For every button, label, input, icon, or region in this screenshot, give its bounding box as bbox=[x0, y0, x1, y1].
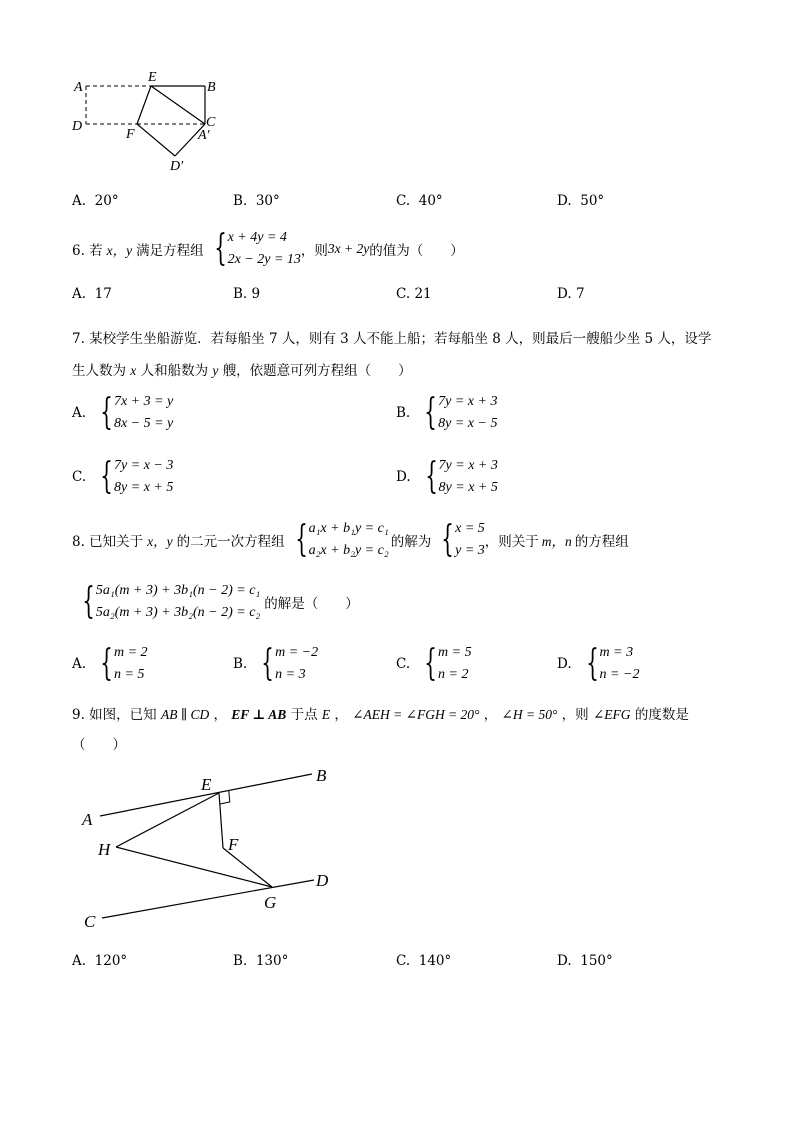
q9-text-a: 9. 如图，已知 bbox=[72, 707, 157, 723]
brace-icon: { bbox=[82, 581, 95, 622]
q8-mid: 的二元一次方程组 bbox=[176, 534, 285, 550]
brace-icon: { bbox=[585, 643, 599, 684]
q8-sys2: 5a₂(m + 3) + 3b₂(n − 2) = c₂ bbox=[95, 605, 261, 620]
option-letter: A. bbox=[72, 193, 87, 209]
q9-option-b[interactable] bbox=[233, 953, 288, 969]
fig2-label-c: C bbox=[84, 912, 96, 931]
brace-icon: { bbox=[424, 392, 438, 433]
brace-icon: { bbox=[424, 456, 438, 497]
q9-option-c[interactable] bbox=[396, 953, 451, 969]
q8-option-c[interactable] bbox=[396, 641, 472, 687]
fig2-label-a: A bbox=[82, 810, 93, 829]
q7-option-c[interactable] bbox=[72, 454, 173, 500]
q8-solution bbox=[455, 518, 485, 562]
q5-option-b[interactable] bbox=[233, 193, 280, 209]
q7-line2-b: 人和船数为 bbox=[140, 363, 209, 379]
fig2-label-e: E bbox=[201, 775, 212, 794]
fig2-label-g: G bbox=[264, 893, 277, 912]
option-letter: D. bbox=[557, 953, 572, 969]
option-letter: B. bbox=[233, 193, 248, 209]
q8-eq1: a₁x + b₁y = c₁ bbox=[308, 521, 389, 536]
q6-option-b[interactable] bbox=[233, 286, 260, 302]
option-text: 17 bbox=[94, 286, 112, 302]
q5-option-a[interactable] bbox=[72, 193, 119, 209]
option-letter: C. bbox=[396, 953, 411, 969]
q7-option-b[interactable] bbox=[396, 390, 497, 436]
brace-icon: { bbox=[261, 643, 275, 684]
q6-vars: x，y bbox=[106, 243, 133, 258]
q6-option-a[interactable] bbox=[72, 286, 112, 302]
q6-option-d[interactable] bbox=[557, 286, 585, 302]
fig1-label-c: C bbox=[206, 115, 216, 130]
option-letter: C. bbox=[72, 469, 87, 485]
q7-line2-a: 生人数为 bbox=[72, 363, 126, 379]
fig2-label-b: B bbox=[316, 766, 327, 785]
option-text: 7 bbox=[575, 286, 585, 302]
option-system bbox=[114, 391, 173, 435]
option-eq1: 7y = x − 3 bbox=[114, 458, 174, 473]
fig1-label-b: B bbox=[207, 80, 216, 95]
option-eq1: 7y = x + 3 bbox=[438, 458, 498, 473]
option-eq2: n = −2 bbox=[599, 667, 640, 682]
fig2-label-f: F bbox=[228, 835, 239, 854]
option-text: 50° bbox=[580, 193, 605, 209]
q6-option-c[interactable] bbox=[396, 286, 432, 302]
q7-line2-c: 艘，依题意可列方程组（ ） bbox=[222, 363, 412, 379]
q9-text-k: ，则 bbox=[561, 707, 589, 723]
option-letter: B. bbox=[233, 286, 248, 302]
q8-new-system bbox=[96, 580, 260, 624]
option-text: 130° bbox=[255, 953, 289, 969]
q8-sol2: y = 3 bbox=[455, 543, 485, 558]
q8-sys1: 5a₁(m + 3) + 3b₁(n − 2) = c₁ bbox=[95, 583, 261, 598]
q7-option-a[interactable] bbox=[72, 390, 173, 436]
q9-angle-efg: ∠EFG bbox=[592, 707, 631, 722]
option-letter: A. bbox=[72, 953, 87, 969]
option-eq1: 7x + 3 = y bbox=[113, 394, 174, 409]
q7-option-d[interactable] bbox=[396, 454, 498, 500]
q9-text-e: 于点 bbox=[290, 707, 318, 723]
option-eq1: m = 2 bbox=[113, 645, 148, 660]
option-text: 120° bbox=[94, 953, 128, 969]
option-eq1: m = 3 bbox=[599, 645, 634, 660]
q7-line2 bbox=[72, 359, 412, 379]
q8-eq2: a₂x + b₂y = c₂ bbox=[308, 543, 389, 558]
option-text: 150° bbox=[580, 953, 613, 969]
fig1-label-a: A bbox=[74, 80, 83, 95]
q6-eq1: x + 4y = 4 bbox=[227, 230, 287, 245]
fig1-label-d-prime: D′ bbox=[170, 159, 184, 174]
brace-icon: { bbox=[100, 643, 113, 684]
q9-text-m: 的度数是 bbox=[634, 707, 689, 723]
q8-option-d[interactable] bbox=[557, 641, 639, 687]
q6-eq2: 2x − 2y = 13 bbox=[227, 252, 301, 267]
q8-system bbox=[309, 518, 389, 562]
q9-line2: （ ） bbox=[72, 737, 126, 753]
option-eq2: n = 3 bbox=[275, 667, 306, 682]
fig2-label-d: D bbox=[316, 871, 329, 890]
q8-sol1: x = 5 bbox=[455, 521, 485, 536]
fig1-label-a-prime: A′ bbox=[198, 128, 210, 143]
brace-icon: { bbox=[100, 456, 114, 497]
q8-mid2: 的解为 bbox=[390, 534, 432, 550]
q7-var-x: x bbox=[130, 363, 137, 378]
option-letter: A. bbox=[72, 656, 87, 672]
q6-suffix-b: 的值为（ ） bbox=[369, 243, 464, 259]
q8-vars: x，y bbox=[147, 534, 173, 549]
fig1-label-d: D bbox=[72, 119, 83, 134]
q9-point-e: E bbox=[321, 707, 331, 722]
q9-text-i: ， bbox=[483, 707, 498, 723]
option-text: 21 bbox=[414, 286, 432, 302]
q9-option-d[interactable] bbox=[557, 953, 613, 969]
q9-angle-h: ∠H = 50° bbox=[501, 707, 558, 722]
option-eq2: 8x − 5 = y bbox=[113, 416, 174, 431]
option-letter: C. bbox=[396, 656, 411, 672]
option-system bbox=[438, 642, 472, 686]
fig1-label-e: E bbox=[148, 70, 157, 85]
option-letter: B. bbox=[396, 405, 411, 421]
q6-system bbox=[228, 227, 301, 271]
q6-suffix-a: ，则 bbox=[300, 243, 328, 259]
option-eq2: 8y = x − 5 bbox=[438, 416, 498, 431]
option-letter: D. bbox=[557, 193, 572, 209]
figure-folded-rectangle bbox=[60, 66, 240, 178]
q9-angle-eq: ∠AEH = ∠FGH = 20° bbox=[352, 707, 480, 722]
option-text: 40° bbox=[418, 193, 443, 209]
option-system bbox=[600, 642, 640, 686]
option-system bbox=[114, 642, 148, 686]
option-eq2: n = 2 bbox=[438, 667, 469, 682]
option-letter: C. bbox=[396, 286, 411, 302]
option-letter: A. bbox=[72, 286, 87, 302]
option-eq2: 8y = x + 5 bbox=[438, 480, 498, 495]
q9-line1 bbox=[72, 703, 689, 723]
brace-icon: { bbox=[294, 519, 308, 560]
q8-vars2: m，n bbox=[541, 534, 572, 549]
q8-mid3: ，则关于 bbox=[484, 534, 539, 550]
q7-line1: 7. 某校学生坐船游览．若每船坐 7 人，则有 3 人不能上船；若每船坐 8 人，则最后一艘船少坐 5 人，设学 bbox=[72, 331, 712, 347]
option-system bbox=[438, 391, 497, 435]
q6-stem bbox=[72, 226, 464, 272]
q9-perpendicular: EF ⊥ AB bbox=[231, 707, 287, 722]
option-system bbox=[275, 642, 318, 686]
q8-prefix: 8. 已知关于 bbox=[72, 534, 144, 550]
option-letter: D. bbox=[557, 286, 572, 302]
q5-option-d[interactable] bbox=[557, 193, 604, 209]
q9-text-g: ， bbox=[334, 707, 348, 723]
fig2-label-h: H bbox=[98, 840, 111, 859]
option-system bbox=[114, 455, 173, 499]
q8-sys-suffix: 的解是（ ） bbox=[264, 596, 359, 612]
option-eq2: 8y = x + 5 bbox=[114, 480, 174, 495]
option-eq1: m = 5 bbox=[438, 645, 472, 660]
q9-parallel: AB ∥ CD bbox=[160, 707, 210, 722]
q9-option-a[interactable] bbox=[72, 953, 127, 969]
option-eq1: m = −2 bbox=[275, 645, 319, 660]
q5-option-c[interactable] bbox=[396, 193, 443, 209]
q9-text-c: ， bbox=[213, 707, 227, 723]
brace-icon: { bbox=[441, 519, 455, 560]
q7-var-y: y bbox=[212, 363, 219, 378]
option-text: 9 bbox=[251, 286, 261, 302]
q8-end: 的方程组 bbox=[574, 534, 629, 550]
brace-icon: { bbox=[424, 643, 438, 684]
q6-expr: 3x + 2y bbox=[327, 241, 370, 256]
option-text: 140° bbox=[418, 953, 452, 969]
q6-mid: 满足方程组 bbox=[136, 243, 204, 259]
q8-stem bbox=[72, 516, 629, 564]
option-letter: B. bbox=[233, 656, 248, 672]
q6-prefix: 6. 若 bbox=[72, 243, 103, 259]
q8-stem-line2 bbox=[72, 578, 359, 626]
option-letter: D. bbox=[557, 656, 572, 672]
option-letter: A. bbox=[72, 405, 87, 421]
option-text: 30° bbox=[255, 193, 280, 209]
option-system bbox=[439, 455, 498, 499]
q8-option-b[interactable] bbox=[233, 641, 318, 687]
option-eq1: 7y = x + 3 bbox=[438, 394, 498, 409]
option-letter: D. bbox=[396, 469, 411, 485]
option-text: 20° bbox=[94, 193, 119, 209]
brace-icon: { bbox=[213, 228, 227, 269]
fig1-label-f: F bbox=[126, 127, 135, 142]
option-letter: B. bbox=[233, 953, 248, 969]
q8-option-a[interactable] bbox=[72, 641, 148, 687]
brace-icon: { bbox=[100, 392, 113, 433]
option-letter: C. bbox=[396, 193, 411, 209]
figure-parallel-lines bbox=[76, 762, 346, 934]
option-eq2: n = 5 bbox=[113, 667, 145, 682]
